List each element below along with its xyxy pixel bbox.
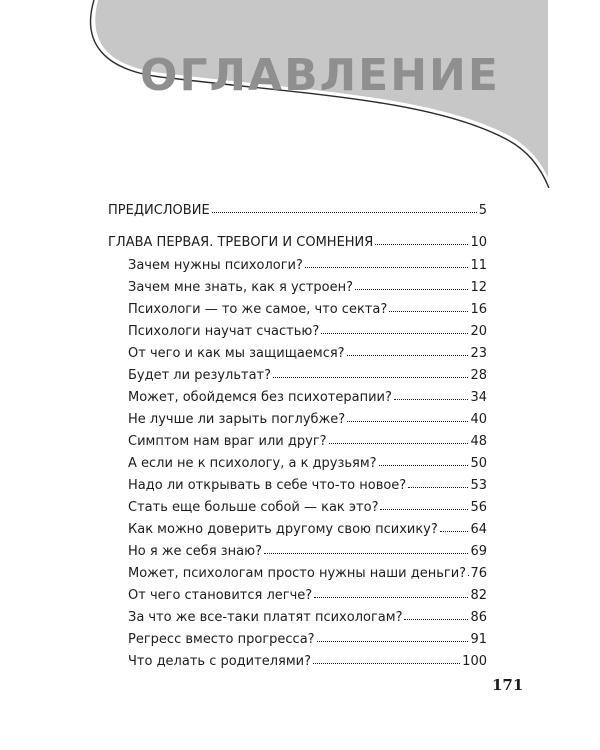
toc-entry-title: Регресс вместо прогресса? [128,632,315,647]
toc-entry-page: 53 [470,478,487,493]
toc-entry-title: ГЛАВА ПЕРВАЯ. ТРЕВОГИ И СОМНЕНИЯ [108,235,374,250]
toc-entry-page: 28 [470,368,487,383]
toc-entry-page: 50 [470,456,487,471]
toc-entry-title: Психологи — то же самое, что секта? [128,302,388,317]
toc-entry-title: От чего и как мы защищаемся? [128,346,345,361]
toc-entry-section [128,366,487,386]
toc-entry-section [128,652,487,672]
toc-entry-title: Но я же себя знаю? [128,544,262,559]
toc-entry-section [128,410,487,430]
dot-leader [375,241,468,245]
dot-leader [212,209,477,213]
toc-entry-page: 11 [470,258,487,273]
toc-entry-section [128,344,487,364]
toc-entry-title: ПРЕДИСЛОВИЕ [108,203,210,218]
dot-leader [305,264,469,268]
toc-entry-page: 86 [470,610,487,625]
dot-leader [404,616,468,620]
dot-leader [380,506,468,510]
toc-entry-page: 16 [470,302,487,317]
dot-leader [329,440,469,444]
toc-entry-page: 56 [470,500,487,515]
toc-entry-title: Может, обойдемся без психотерапии? [128,390,392,405]
toc-entry-title: Зачем мне знать, как я устроен? [128,280,354,295]
dot-leader [314,594,468,598]
toc-entry-title: Зачем нужны психологи? [128,258,303,273]
dot-leader [440,528,469,532]
toc-entry-title: А если не к психологу, а к друзьям? [128,456,377,471]
dot-leader [313,660,460,664]
toc-entry-title: Что делать с родителями? [128,654,311,669]
dot-leader [264,550,468,554]
toc-entry-section [128,300,487,320]
toc-entry-title: Не лучше ли зарыть поглубже? [128,412,346,427]
toc-entry-section [128,476,487,496]
page-title: ОГЛАВЛЕНИЕ [140,50,500,101]
toc-entry-section [128,278,487,298]
toc-entry-title: За что же все-таки платят психологам? [128,610,403,625]
dot-leader [321,330,468,334]
toc-entry-page: 5 [478,203,487,218]
toc-entry-page: 10 [470,235,487,250]
toc-entry-title: Может, психологам просто нужны наши деньги? [128,566,467,581]
toc-entry-section [128,630,487,650]
toc-entry-title: От чего становится легче? [128,588,313,603]
toc-entry-page: 100 [462,654,487,669]
toc-entry-section [128,564,487,584]
toc-entry-page: 20 [470,324,487,339]
toc-entry-title: Стать еще больше собой — как это? [128,500,379,515]
page-number: 171 [492,676,524,694]
toc-entry-section [128,388,487,408]
dot-leader [394,396,469,400]
toc-entry-section [128,542,487,562]
toc-entry-page: 48 [470,434,487,449]
toc-entry-title: Как можно доверить другому свою психику? [128,522,438,537]
toc-entry-page: 91 [470,632,487,647]
dot-leader [408,484,468,488]
toc-entry-section [128,432,487,452]
toc-entry-title: Психологи научат счастью? [128,324,320,339]
dot-leader [273,374,468,378]
toc-entry-page: 34 [470,390,487,405]
toc-entry-section [128,498,487,518]
toc-entry-section [128,454,487,474]
dot-leader [317,638,469,642]
toc-entry-page: 82 [470,588,487,603]
toc-entry-page: 12 [470,280,487,295]
toc-entry-page: 64 [470,522,487,537]
dot-leader [347,352,469,356]
toc-entry-page: 40 [470,412,487,427]
toc-entry-section [128,608,487,628]
toc-entry-title: Будет ли результат? [128,368,272,383]
toc-entry-foreword [108,201,487,221]
toc-entry-page: 23 [470,346,487,361]
dot-leader [355,286,468,290]
dot-leader [347,418,468,422]
dot-leader [379,462,469,466]
toc-entry-chapter-1 [108,233,487,253]
dot-leader [389,308,468,312]
toc-entry-page: 69 [470,544,487,559]
toc-entry-section [128,520,487,540]
toc-entry-title: Надо ли открывать в себе что-то новое? [128,478,407,493]
toc-entry-page: 76 [470,566,487,581]
toc-entry-section [128,586,487,606]
toc-entry-section [128,256,487,276]
toc-entry-section [128,322,487,342]
toc-entry-title: Симптом нам враг или друг? [128,434,327,449]
